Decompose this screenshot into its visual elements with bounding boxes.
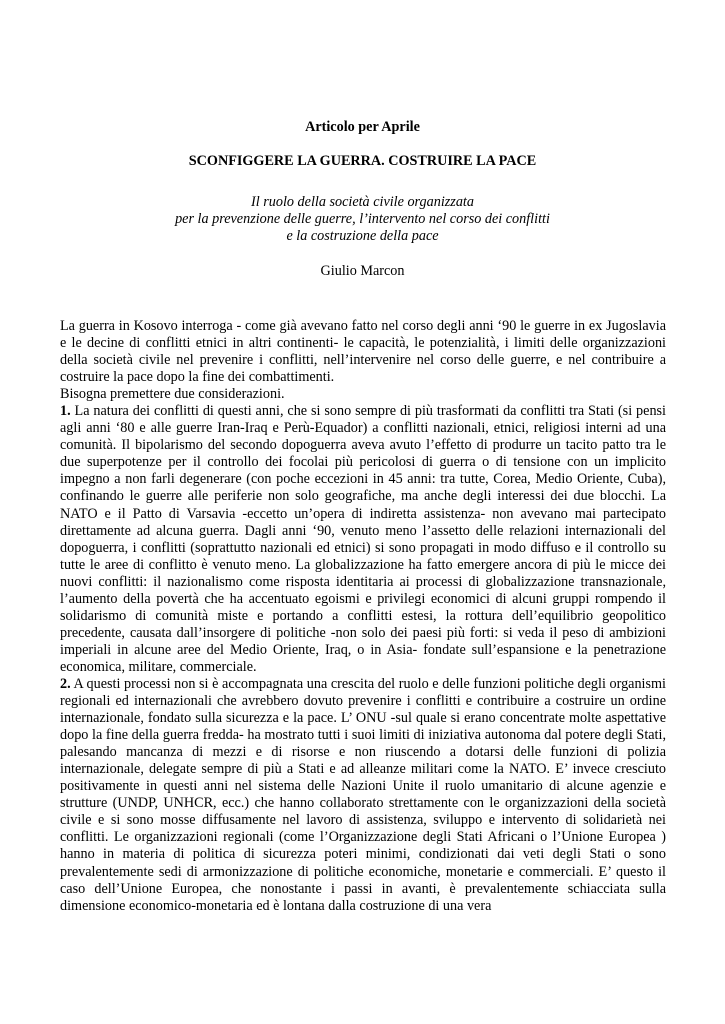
body-paragraph: Bisogna premettere due considerazioni. bbox=[60, 386, 285, 403]
article-subtitle bbox=[60, 194, 665, 245]
numbered-paragraph bbox=[60, 676, 666, 915]
body-paragraph: La guerra in Kosovo interroga - come già avevano fatto nel corso degli anni ‘90 le guerre in ex Jugoslavia e le decine di conflitti etnici in altri continenti- le capacità, le potenzialità, i limiti delle organizzazioni della società civile nel prevenire i conflitti, nell’intervenire nel corso delle guerre, e nel contribuire a costruire la pace dopo la fine dei combattimenti. bbox=[60, 318, 666, 386]
paragraph-text: La natura dei conflitti di questi anni, che si sono sempre di più trasformati da conflitti tra Stati (si pensi agli anni ‘80 e alle guerre Iran-Iraq e Perù-Equador) a conflitti nazionali, etnici, religiosi interni ad una comunità. Il bipolarismo del secondo dopoguerra aveva avuto l’effetto di produrre un tacito patto tra le due superpotenze per il controllo dei focolai più pericolosi di guerra o di tensione con un implicito impegno a non farli degenerare (con poche eccezioni in 45 anni: tra tutte, Corea, Medio Oriente, Cuba), confinando le guerre alle periferie non solo geografiche, ma anche degli interessi dei due blocchi. La NATO e il Patto di Varsavia -eccetto un’opera di indiretta assistenza- non avevano mai partecipato direttamente ad alcuna guerra. Dagli anni ‘90, venuto meno l’assetto delle relazioni internazionali del dopoguerra, i conflitti (soprattutto nazionali ed etnici) si sono propagati in modo diffuso e il controllo su tutte le aree di conflitto è venuto meno. La globalizzazione ha fatto emergere ancora di più le micce dei nuovi conflitti: il nazionalismo come risposta identitaria ai processi di globalizzazione transnazionale, l’aumento della povertà che ha accentuato egoismi e privilegi economici di alcuni gruppi rompendo il solidarismo di comunità miste e portando a conflitti estesi, la rottura dell’equilibrio geopolitico precedente, causata dall’insorgere di politiche -non solo dei paesi più forti: si veda il peso di ambizioni imperiali in alcune aree del Medio Oriente, Iraq, o in Asia- fondate sull’espansione e la penetrazione economica, militare, commerciale. bbox=[60, 403, 666, 675]
article-body bbox=[60, 318, 666, 915]
kicker-heading: Articolo per Aprile bbox=[305, 119, 420, 135]
subtitle-line: Il ruolo della società civile organizzata bbox=[251, 194, 474, 210]
paragraph-text: A questi processi non si è accompagnata una crescita del ruolo e delle funzioni politiche degli organismi regionali ed internazionali che avrebbero dovuto prevenire i conflitti e contribuire a costruire un ordine internazionale, fondato sulla sicurezza e la pace. L’ ONU -sul quale si erano concentrate molte aspettative dopo la fine della guerra fredda- ha mostrato tutti i suoi limiti di iniziativa autonoma dal potere degli Stati, palesando mancanza di mezzi e di risorse e non riuscendo a dotarsi delle funzioni di polizia internazionale, delegate sempre di più a Stati e ad alleanze militari come la NATO. E’ invece cresciuto positivamente in questi anni nel sistema delle Nazioni Unite il ruolo umanitario di alcune agenzie e strutture (UNDP, UNHCR, ecc.) che hanno collaborato strettamente con le organizzazioni della società civile e si sono mosse diffusamente nel lavoro di assistenza, sviluppo e intervento di solidarietà nei conflitti. Le organizzazioni regionali (come l’Organizzazione degli Stati Africani o l’Unione Europea ) hanno in materia di politica di sicurezza poteri minimi, condizionati dai veti degli Stati o sono prevalentemente sedi di armonizzazione di politiche economiche, monetarie e commerciali. E’ questo il caso dell’Unione Europea, che nonostante i passi in avanti, è prevalentemente schiacciata sulla dimensione economico-monetaria ed è lontana dalla costruzione di una vera bbox=[60, 675, 666, 914]
numbered-paragraph bbox=[60, 403, 666, 676]
subtitle-line: e la costruzione della pace bbox=[286, 228, 439, 244]
article-title: SCONFIGGERE LA GUERRA. COSTRUIRE LA PACE bbox=[188, 153, 537, 169]
paragraph-number: 2. bbox=[60, 675, 71, 692]
paragraph-number: 1. bbox=[60, 403, 71, 420]
subtitle-line: per la prevenzione delle guerre, l’intervento nel corso dei conflitti bbox=[175, 211, 550, 227]
author-name: Giulio Marcon bbox=[320, 263, 405, 279]
